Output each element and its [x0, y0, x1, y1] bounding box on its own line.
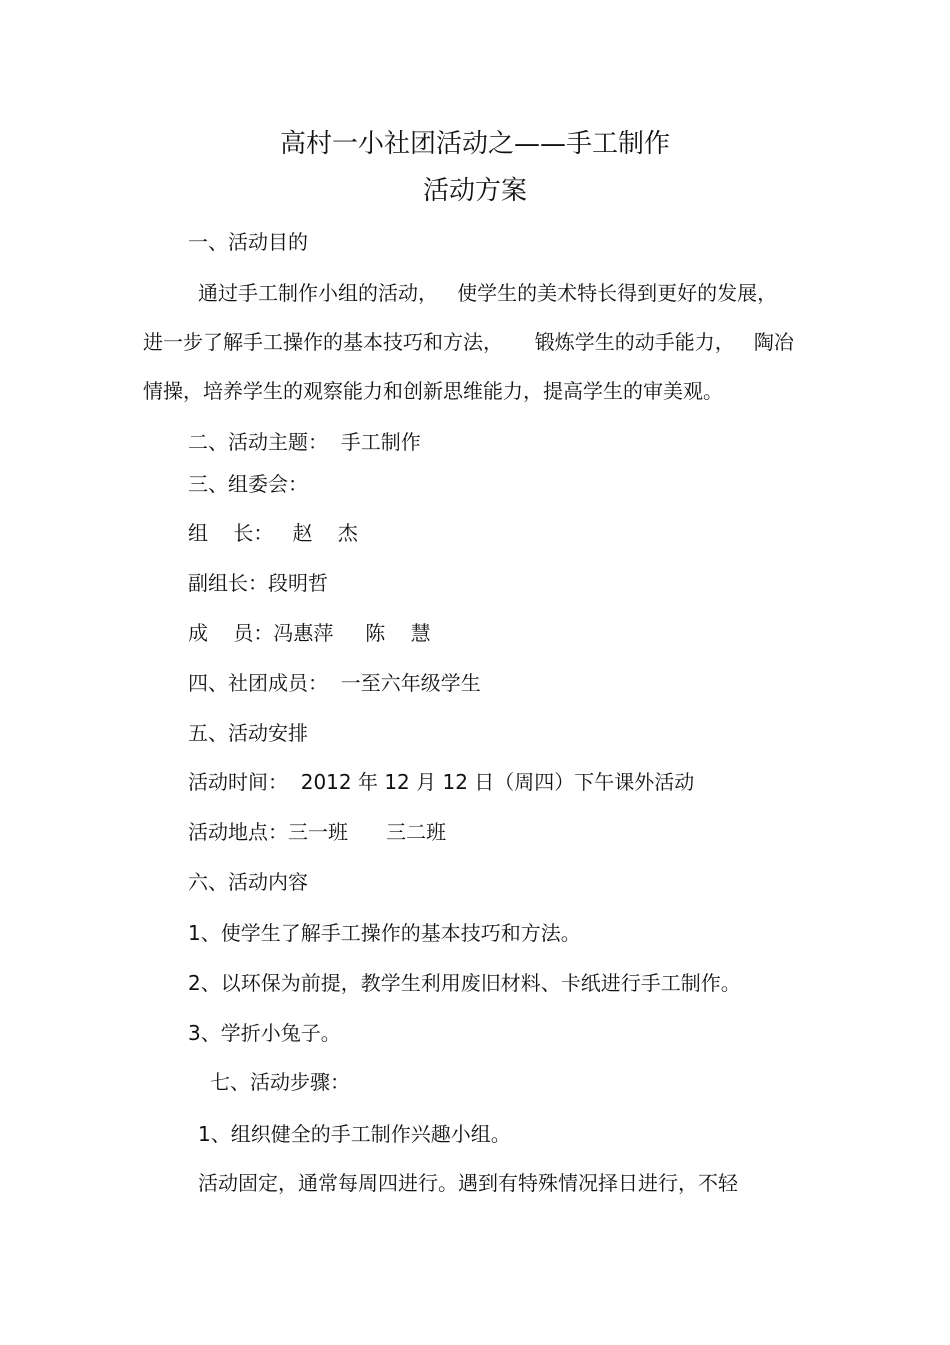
section-content-heading: 六、活动内容 [188, 870, 308, 894]
section-theme-heading: 二、活动主题： 手工制作 [188, 430, 421, 454]
committee-leader: 组 长： 赵 杰 [188, 521, 358, 545]
section-members-heading: 四、社团成员： 一至六年级学生 [188, 671, 481, 695]
section-committee-heading: 三、组委会： [188, 472, 308, 496]
step-item-1-paragraph: 活动固定，通常每周四进行。遇到有特殊情况择日进行，不轻 [198, 1171, 738, 1195]
document-subtitle: 活动方案 [422, 176, 527, 206]
step-item-1: 1、组织健全的手工制作兴趣小组。 [198, 1122, 511, 1146]
content-item-2: 2、以环保为前提，教学生利用废旧材料、卡纸进行手工制作。 [188, 971, 741, 995]
purpose-paragraph-line-2: 进一步了解手工操作的基本技巧和方法， 锻炼学生的动手能力， 陶冶 [143, 330, 794, 354]
activity-time: 活动时间： 2012 年 12 月 12 日（周四）下午课外活动 [188, 770, 695, 794]
section-steps-heading: 七、活动步骤： [210, 1070, 350, 1094]
purpose-paragraph-line-1: 通过手工制作小组的活动， 使学生的美术特长得到更好的发展， [198, 281, 778, 305]
content-item-1: 1、使学生了解手工操作的基本技巧和方法。 [188, 921, 581, 945]
content-item-3: 3、学折小兔子。 [188, 1021, 341, 1045]
activity-place: 活动地点：三一班 三二班 [188, 820, 447, 844]
committee-members: 成 员：冯惠萍 陈 慧 [188, 621, 431, 645]
purpose-paragraph-line-3: 情操，培养学生的观察能力和创新思维能力，提高学生的审美观。 [143, 379, 723, 403]
section-schedule-heading: 五、活动安排 [188, 721, 308, 745]
section-purpose-heading: 一、活动目的 [188, 230, 308, 254]
committee-vice-leader: 副组长：段明哲 [188, 571, 328, 595]
document-title: 高村一小社团活动之——手工制作 [279, 129, 670, 159]
